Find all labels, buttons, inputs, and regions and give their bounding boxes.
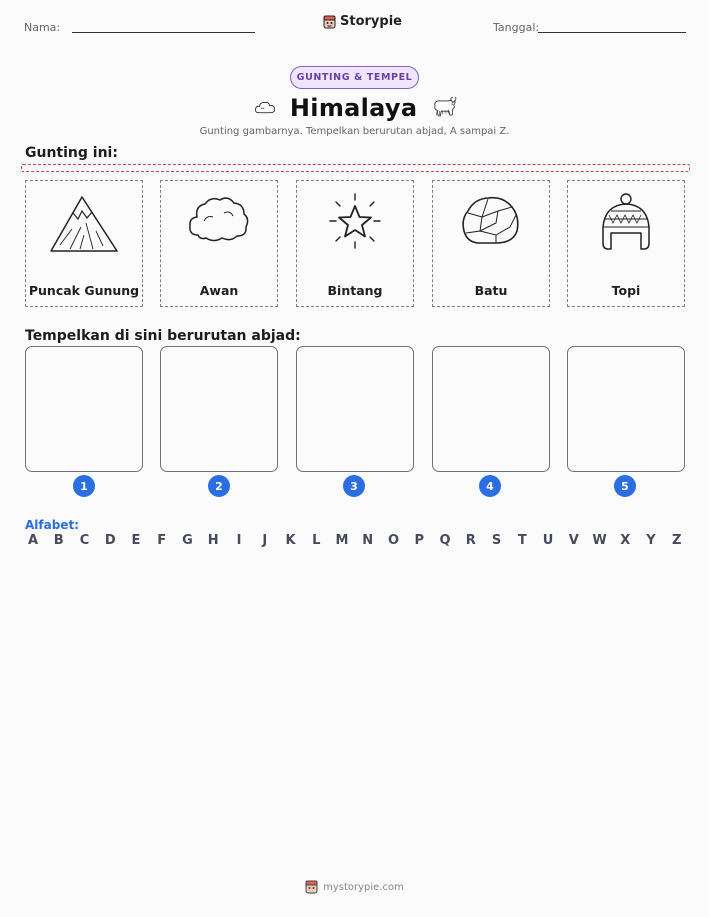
slot-number-4: 4 [479, 475, 501, 497]
alphabet-letter: N [362, 533, 374, 548]
title-row [254, 88, 458, 128]
paste-section-label: Tempelkan di sini berurutan abjad: [25, 328, 301, 344]
alphabet-letter: E [131, 533, 141, 548]
alphabet-letter: F [157, 533, 167, 548]
cut-card-hat[interactable] [567, 180, 685, 307]
cut-card-rock[interactable] [432, 180, 550, 307]
card-label: Puncak Gunung [28, 283, 140, 298]
name-line[interactable] [72, 32, 255, 33]
brand-name: Storypie [340, 14, 402, 29]
slot-number-5: 5 [614, 475, 636, 497]
alphabet-letter: T [517, 533, 527, 548]
alphabet-letter: K [285, 533, 296, 548]
alphabet-letter: A [27, 533, 39, 548]
cut-card-star[interactable] [296, 180, 414, 307]
name-label: Nama: [24, 21, 61, 34]
date-label: Tanggal: [493, 21, 540, 34]
cut-section-label: Gunting ini: [25, 145, 118, 161]
footer [0, 880, 709, 894]
paste-slot-2[interactable] [160, 346, 278, 472]
alphabet-letter: R [465, 533, 476, 548]
cut-card-cloud[interactable] [160, 180, 278, 307]
date-line[interactable] [538, 32, 686, 33]
paste-slot-4[interactable] [432, 346, 550, 472]
storypie-mascot-icon [305, 880, 318, 894]
activity-badge: GUNTING & TEMPEL [290, 66, 419, 89]
alphabet-label: Alfabet: [25, 518, 79, 532]
alphabet-letter: L [312, 533, 321, 548]
footer-link[interactable]: mystorypie.com [323, 881, 404, 893]
card-label: Awan [199, 283, 239, 298]
cut-line [21, 164, 690, 172]
alphabet-letter: H [207, 533, 219, 548]
alphabet-letter: I [236, 533, 242, 548]
alphabet-letter: Y [646, 533, 656, 548]
alphabet-letter: W [592, 533, 607, 548]
alphabet-letter: Q [439, 533, 451, 548]
paste-slot-3[interactable] [296, 346, 414, 472]
cut-card-mountain[interactable] [25, 180, 143, 307]
alphabet-row [24, 533, 686, 548]
cloud-icon [254, 97, 276, 119]
hat-icon [593, 191, 659, 257]
alphabet-letter: S [491, 533, 502, 548]
yak-icon [431, 93, 458, 123]
slot-number-1: 1 [73, 475, 95, 497]
alphabet-letter: O [387, 533, 400, 548]
card-label: Bintang [327, 283, 383, 298]
alphabet-letter: X [620, 533, 631, 548]
mountain-icon [48, 191, 120, 257]
alphabet-letter: C [79, 533, 90, 548]
card-label: Topi [611, 283, 641, 298]
storypie-mascot-icon [323, 15, 336, 29]
star-icon [322, 191, 388, 253]
alphabet-letter: D [104, 533, 116, 548]
alphabet-letter: Z [672, 533, 682, 548]
cloud-icon [186, 191, 252, 247]
instructions: Gunting gambarnya. Tempelkan berurutan abjad, A sampai Z. [199, 126, 510, 137]
slot-number-3: 3 [343, 475, 365, 497]
brand-logo [323, 14, 402, 29]
card-label: Batu [474, 283, 508, 298]
alphabet-letter: U [542, 533, 554, 548]
alphabet-letter: B [53, 533, 64, 548]
alphabet-letter: M [335, 533, 349, 548]
alphabet-letter: P [414, 533, 425, 548]
paste-slot-5[interactable] [567, 346, 685, 472]
alphabet-letter: J [262, 533, 268, 548]
rock-icon [458, 191, 524, 249]
alphabet-letter: G [182, 533, 193, 548]
slot-number-2: 2 [208, 475, 230, 497]
page-title: Himalaya [289, 94, 418, 122]
alphabet-letter: V [568, 533, 579, 548]
paste-slot-1[interactable] [25, 346, 143, 472]
